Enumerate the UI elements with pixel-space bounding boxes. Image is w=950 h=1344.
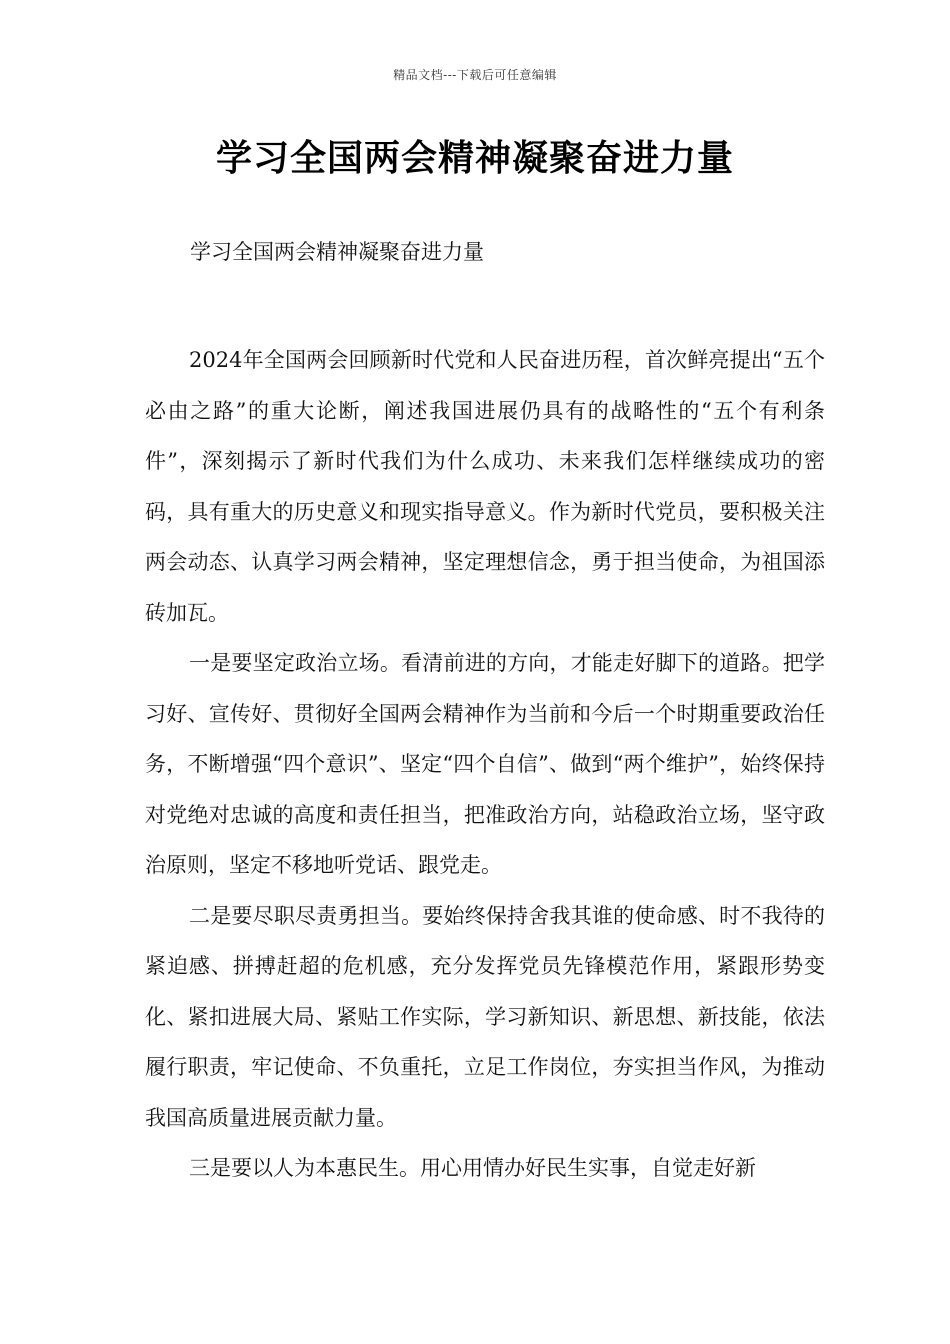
document-subtitle: 学习全国两会精神凝聚奋进力量: [190, 240, 484, 264]
header-note: 精品文档---下载后可任意编辑: [393, 68, 557, 82]
paragraph-political-stance: 一是要坚定政治立场。看清前进的方向，才能走好脚下的道路。把学习好、宣传好、贯彻好全国两会精神作为当前和今后一个时期重要政治任务，不断增强“四个意识”、坚定“四个自信”、做到“两个维护”，始终保持对党绝对忠诚的高度和责任担当，把准政治方向，站稳政治立场，坚守政治原则，坚定不移地听党话、跟党走。: [145, 651, 825, 877]
document-body: [145, 335, 825, 1194]
paragraph-intro: 2024年全国两会回顾新时代党和人民奋进历程，首次鲜亮提出“五个必由之路”的重大论断，阐述我国进展仍具有的战略性的“五个有利条件”，深刻揭示了新时代我们为什么成功、未来我们怎样继续成功的密码，具有重大的历史意义和现实指导意义。作为新时代党员，要积极关注两会动态、认真学习两会精神，坚定理想信念，勇于担当使命，为祖国添砖加瓦。: [145, 348, 825, 625]
document-title: 学习全国两会精神凝聚奋进力量: [215, 138, 734, 179]
paragraph-duty: 二是要尽职尽责勇担当。要始终保持舍我其谁的使命感、时不我待的紧迫感、拼搏赶超的危机感，充分发挥党员先锋模范作用，紧跟形势变化、紧扣进展大局、紧贴工作实际，学习新知识、新思想、新技能，依法履行职责，牢记使命、不负重托，立足工作岗位，夯实担当作风，为推动我国高质量进展贡献力量。: [145, 903, 825, 1130]
paragraph-livelihood: 三是要以人为本惠民生。用心用情办好民生实事，自觉走好新: [189, 1156, 756, 1180]
